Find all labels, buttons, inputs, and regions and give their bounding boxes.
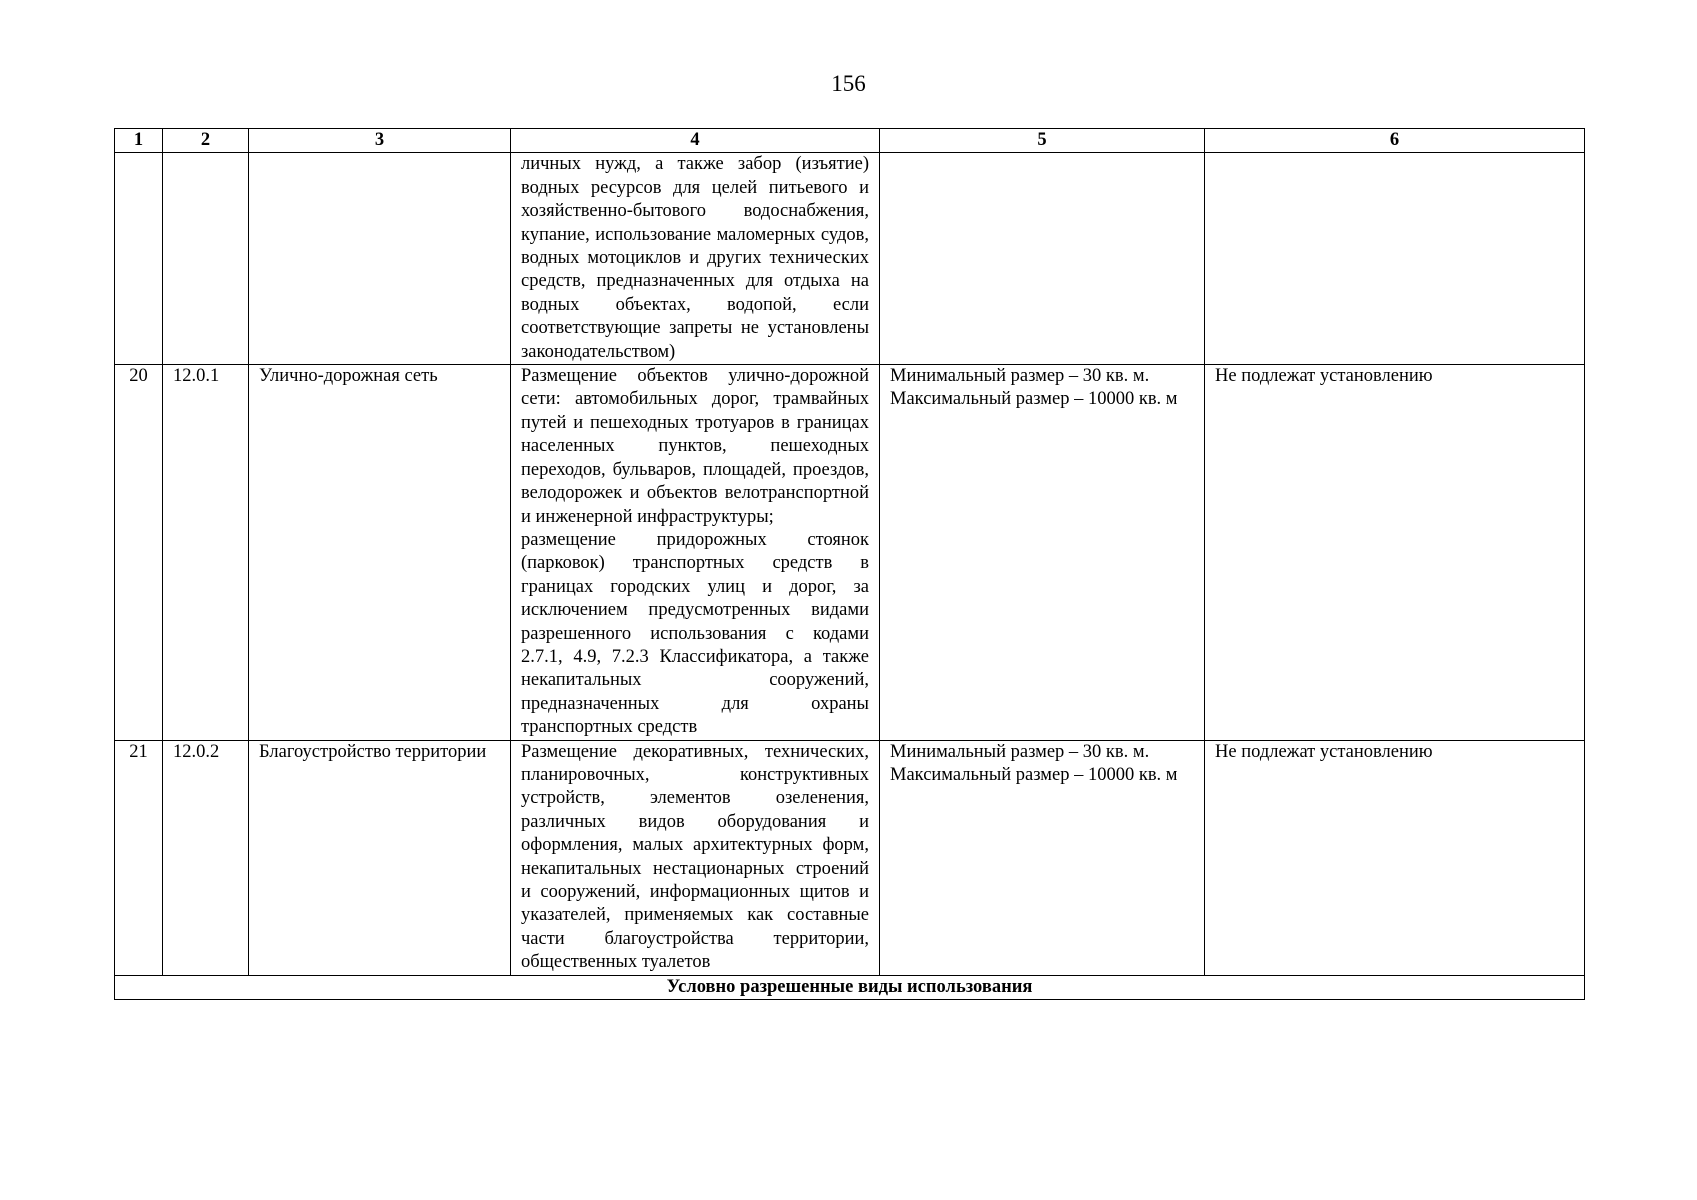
cell-name: Улично-дорожная сеть — [249, 365, 511, 741]
cell-description: Размещение декоративных, технических, планировочных, конструктивных устройств, элементов озеленения, различных видов оборудования и оформления, малых архитектурных форм, некапитальных нестационарных строений и сооружений, информационных щитов и указателей, применяемых как составные части благоустройства территории, общественных туалетов — [511, 740, 880, 975]
cell-size — [880, 740, 1205, 975]
section-title: Условно разрешенные виды использования — [115, 975, 1585, 999]
cell-num: 20 — [115, 365, 163, 741]
cell-code: 12.0.2 — [163, 740, 249, 975]
cell-code: 12.0.1 — [163, 365, 249, 741]
size-min: Минимальный размер – 30 кв. м. — [890, 741, 1150, 762]
column-header-2: 2 — [163, 129, 249, 153]
description-paragraph: размещение придорожных стоянок (парковок) транспортных средств в границах городских улиц и дорог, за исключением предусмотренных видами разрешенного использования с кодами 2.7.1, 4.9, 7.2.3 Классификатора, а также некапитальных сооружений, предназначенных для охраны транспортных средств — [521, 529, 869, 738]
size-min: Минимальный размер – 30 кв. м. — [890, 366, 1150, 387]
section-row — [115, 975, 1585, 999]
column-header-1: 1 — [115, 129, 163, 153]
cell-restrictions: Не подлежат установлению — [1205, 740, 1585, 975]
cell-restrictions — [1205, 153, 1585, 365]
table-row — [115, 365, 1585, 741]
size-max: Максимальный размер – 10000 кв. м — [890, 764, 1178, 785]
table-header-row — [115, 129, 1585, 153]
cell-size — [880, 153, 1205, 365]
table-row — [115, 740, 1585, 975]
cell-code — [163, 153, 249, 365]
land-use-table — [114, 128, 1585, 1000]
column-header-4: 4 — [511, 129, 880, 153]
page-number: 156 — [831, 71, 866, 96]
cell-num — [115, 153, 163, 365]
description-paragraph: Размещение объектов улично-дорожной сети: автомобильных дорог, трамвайных путей и пешеходных тротуаров в границах населенных пунктов, пешеходных переходов, бульваров, площадей, проездов, велодорожек и объектов велотранспортной и инженерной инфраструктуры; — [521, 366, 869, 527]
column-header-3: 3 — [249, 129, 511, 153]
size-max: Максимальный размер – 10000 кв. м — [890, 389, 1178, 410]
table-row-continuation — [115, 153, 1585, 365]
column-header-5: 5 — [880, 129, 1205, 153]
column-header-6: 6 — [1205, 129, 1585, 153]
cell-description-continuation: личных нужд, а также забор (изъятие) водных ресурсов для целей питьевого и хозяйственно-бытового водоснабжения, купание, использование маломерных судов, водных мотоциклов и других технических средств, предназначенных для отдыха на водных объектах, водопой, если соответствующие запреты не установлены законодательством) — [511, 153, 880, 365]
cell-restrictions: Не подлежат установлению — [1205, 365, 1585, 741]
cell-num: 21 — [115, 740, 163, 975]
cell-size — [880, 365, 1205, 741]
cell-name — [249, 153, 511, 365]
cell-name: Благоустройство территории — [249, 740, 511, 975]
cell-description — [511, 365, 880, 741]
